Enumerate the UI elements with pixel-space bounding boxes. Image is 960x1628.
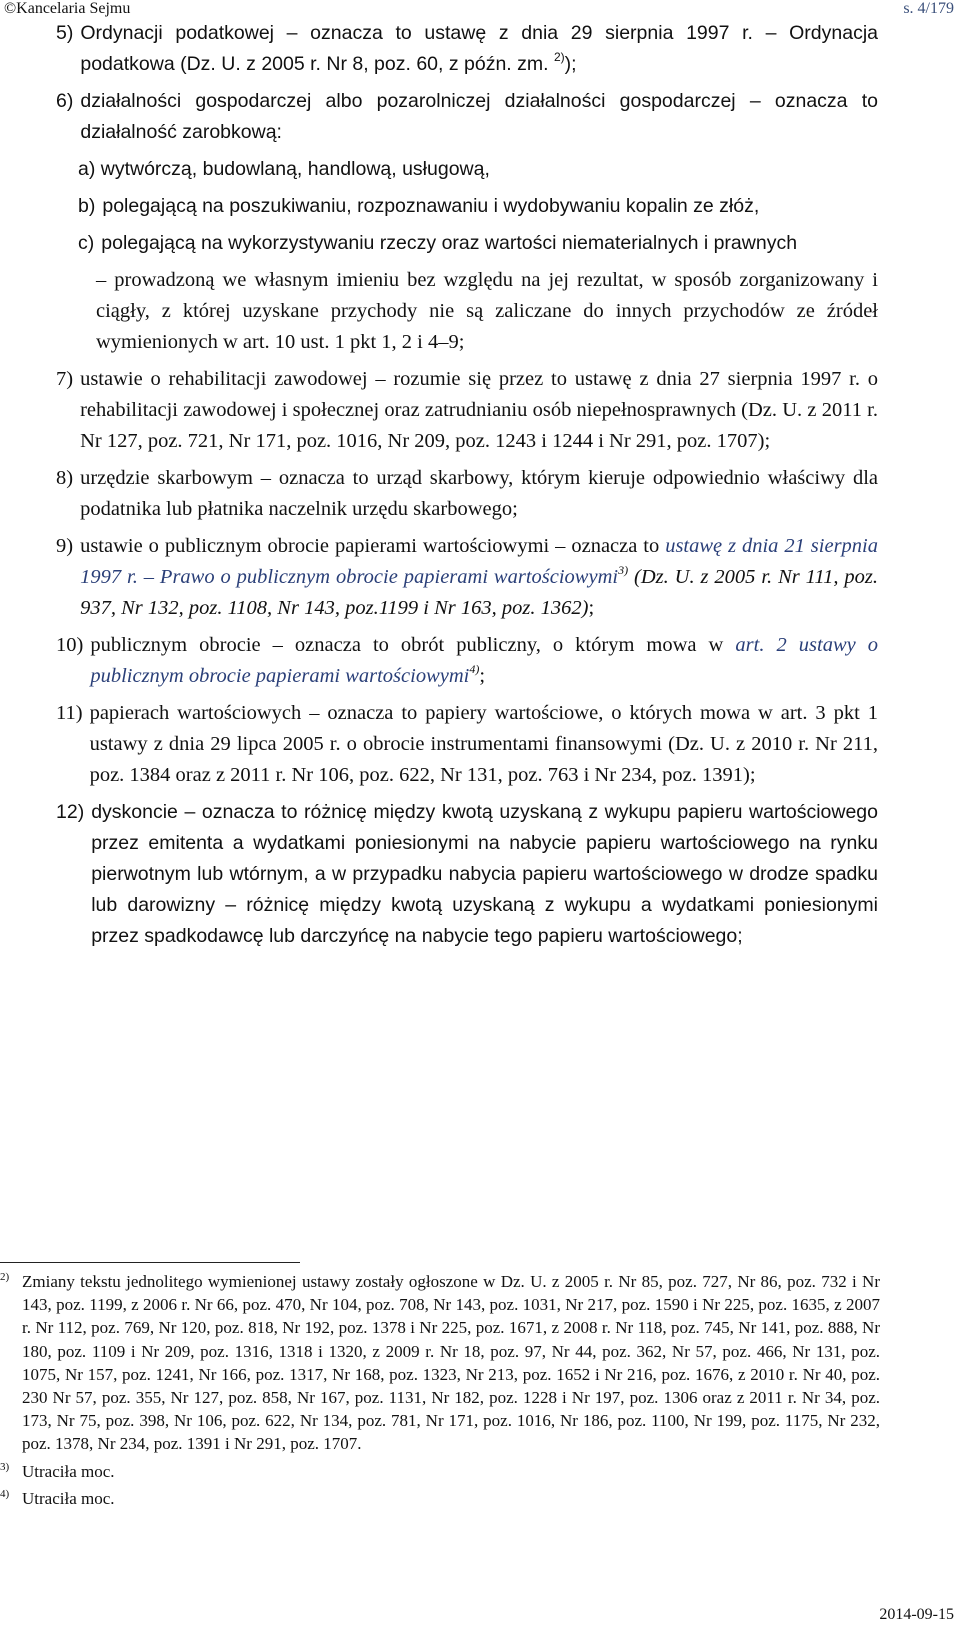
definition-item-7 xyxy=(56,364,878,457)
footnote-separator xyxy=(0,1262,300,1263)
item-number: 11) xyxy=(56,702,83,724)
item-text: ustawie o rehabilitacji zawodowej – rozumie się przez to ustawę z dnia 27 sierpnia 1997 r. o rehabilitacji zawodowej i społecznej oraz zatrudnianiu osób niepełnosprawnych (Dz. U. z 2011 r. Nr 127, poz. 721, Nr 171, poz. 1016, Nr 209, poz. 1243 i 1244 i Nr 291, poz. 1707); xyxy=(80,368,878,452)
definition-item-10 xyxy=(56,630,878,692)
sub-item-text: polegającą na wykorzystywaniu rzeczy oraz wartości niematerialnych i prawnych xyxy=(101,232,798,254)
item-number: 7) xyxy=(56,368,74,390)
footnote-text: Utraciła moc. xyxy=(22,1461,115,1481)
footnote-ref-3[interactable]: 3) xyxy=(618,563,629,577)
footnote-text: Utraciła moc. xyxy=(22,1488,115,1508)
item-text-lead: publicznym obrocie – oznacza to obrót publiczny, o którym mowa w xyxy=(90,634,724,656)
item-text: działalności gospodarczej albo pozarolniczej działalności gospodarczej – oznacza to działalność zarobkową: xyxy=(80,90,878,143)
definition-item-12 xyxy=(56,797,878,952)
sub-item-text: polegającą na poszukiwaniu, rozpoznawaniu i wydobywaniu kopalin ze złóż, xyxy=(102,195,760,217)
item-text xyxy=(80,18,878,80)
item-text-main: Ordynacji podatkowej – oznacza to ustawę z dnia 29 sierpnia 1997 r. – Ordynacja podatkowa (Dz. U. z 2005 r. Nr 8, poz. 60, z późn. zm. xyxy=(80,22,878,75)
definition-item-6 xyxy=(56,86,878,148)
item-text-end: ; xyxy=(588,597,595,619)
footnote-number: 3) xyxy=(0,1460,10,1473)
footnote-ref-4[interactable]: 4) xyxy=(469,662,480,676)
law-reference-link[interactable]: art. 2 ustawy o publicznym obrocie papierami wartościowymi xyxy=(90,634,878,687)
item-text: papierach wartościowych – oznacza to papiery wartościowe, o których mowa w art. 3 pkt 1 ustawy z dnia 29 lipca 2005 r. o obrocie instrumentami finansowymi (Dz. U. z 2010 r. Nr 211, poz. 1384 oraz z 2011 r. Nr 106, poz. 622, Nr 131, poz. 763 i Nr 234, poz. 1391); xyxy=(89,702,878,786)
item-text-lead: ustawie o publicznym obrocie papierami wartościowymi – oznacza to xyxy=(80,535,660,557)
item-text-tail: ); xyxy=(564,53,577,75)
item-text: urzędzie skarbowym – oznacza to urząd skarbowy, którym kieruje odpowiednio właściwy dla podatnika lub płatnika naczelnik urzędu skarbowego; xyxy=(80,467,878,520)
definition-item-8 xyxy=(56,463,878,525)
item-text: dyskoncie – oznacza to różnicę między kwotą uzyskaną z wykupu papieru wartościowego przez emitenta a wydatkami poniesionymi na nabycie papieru wartościowego na rynku pierwotnym lub wtórnym, a w przypadku nabycia papieru wartościowego w drodze spadku lub darowizny – różnicę między kwotą uzyskaną z wykupu a wydatkami poniesionymi przez spadkodawcę lub darczyńcę na nabycie tego papieru wartościowego; xyxy=(91,801,878,947)
item-number: 8) xyxy=(56,467,74,489)
definition-item-9 xyxy=(56,531,878,624)
sub-item-letter: b) xyxy=(78,195,96,217)
item-text xyxy=(80,531,878,624)
law-reference-link[interactable]: ustawę z dnia 21 sierpnia 1997 r. – Prawo o publicznym obrocie papierami wartościowymi xyxy=(80,535,878,588)
footnote-number: 2) xyxy=(0,1271,10,1283)
item-number: 12) xyxy=(56,801,85,823)
footnote-text: Zmiany tekstu jednolitego wymienionej ustawy zostały ogłoszone w Dz. U. z 2005 r. Nr 85, poz. 727, Nr 86, poz. 732 i Nr 143, poz. 1199, z 2006 r. Nr 66, poz. 470, Nr 104, poz. 708, Nr 143, poz. 1031, Nr 217, poz. 1590 i Nr 225, poz. 1635, z 2007 r. Nr 112, poz. 769, Nr 120, poz. 818, Nr 192, poz. 1378 i Nr 225, poz. 1671, z 2008 r. Nr 118, poz. 745, Nr 141, poz. 888, Nr 180, poz. 1109 i Nr 209, poz. 1316, 1318 i 1320, z 2009 r. Nr 18, poz. 97, Nr 44, poz. 362, Nr 57, poz. 466, Nr 131, poz. 1075, Nr 157, poz. 1241, Nr 166, poz. 1317, Nr 168, poz. 1323, Nr 213, poz. 1652 i Nr 216, poz. 1676, z 2010 r. Nr 40, poz. 230 Nr 57, poz. 355, Nr 127, poz. 858, Nr 167, poz. 1131, Nr 182, poz. 1228 i Nr 197, poz. 1306 oraz z 2011 r. Nr 34, poz. 173, Nr 75, poz. 398, Nr 106, poz. 622, Nr 134, poz. 781, Nr 171, poz. 1016, Nr 186, poz. 1100, Nr 199, poz. 1175, Nr 232, poz. 1378, Nr 234, poz. 1391 i Nr 291, poz. 1707. xyxy=(22,1272,880,1454)
footnote-3 xyxy=(0,1460,880,1483)
definition-item-6-b xyxy=(56,191,878,222)
definition-item-6-continuation: – prowadzoną we własnym imieniu bez względu na jej rezultat, w sposób zorganizowany i ciągły, z której uzyskane przychody nie są zaliczane do innych przychodów ze źródeł wymienionych w art. 10 ust. 1 pkt 1, 2 i 4–9; xyxy=(96,269,878,353)
footnote-2 xyxy=(0,1270,880,1456)
definition-item-11 xyxy=(56,698,878,791)
definition-item-6-a: a) wytwórczą, budowlaną, handlową, usługową, xyxy=(78,158,490,180)
definition-item-6-c xyxy=(56,228,878,259)
header-publisher: ©Kancelaria Sejmu xyxy=(4,0,131,17)
item-number: 9) xyxy=(56,535,74,557)
footer-date: 2014-09-15 xyxy=(879,1606,954,1623)
item-number: 5) xyxy=(56,22,74,44)
item-text xyxy=(90,630,878,692)
document-body xyxy=(56,18,878,952)
publication-reference: (Dz. U. z 2005 r. Nr 111, poz. 937, Nr 132, poz. 1108, Nr 143, poz.1199 i Nr 163, poz. 1362) xyxy=(80,566,879,619)
item-text-end: ; xyxy=(479,665,486,687)
item-number: 6) xyxy=(56,90,74,112)
footnote-ref-2[interactable]: 2) xyxy=(553,50,565,64)
footnotes xyxy=(0,1270,880,1514)
footnote-number: 4) xyxy=(0,1487,10,1500)
item-number: 10) xyxy=(56,634,84,656)
definition-item-5 xyxy=(56,18,878,80)
sub-item-letter: c) xyxy=(78,232,95,254)
footnote-4 xyxy=(0,1487,880,1510)
header-page-number: s. 4/179 xyxy=(903,0,954,17)
